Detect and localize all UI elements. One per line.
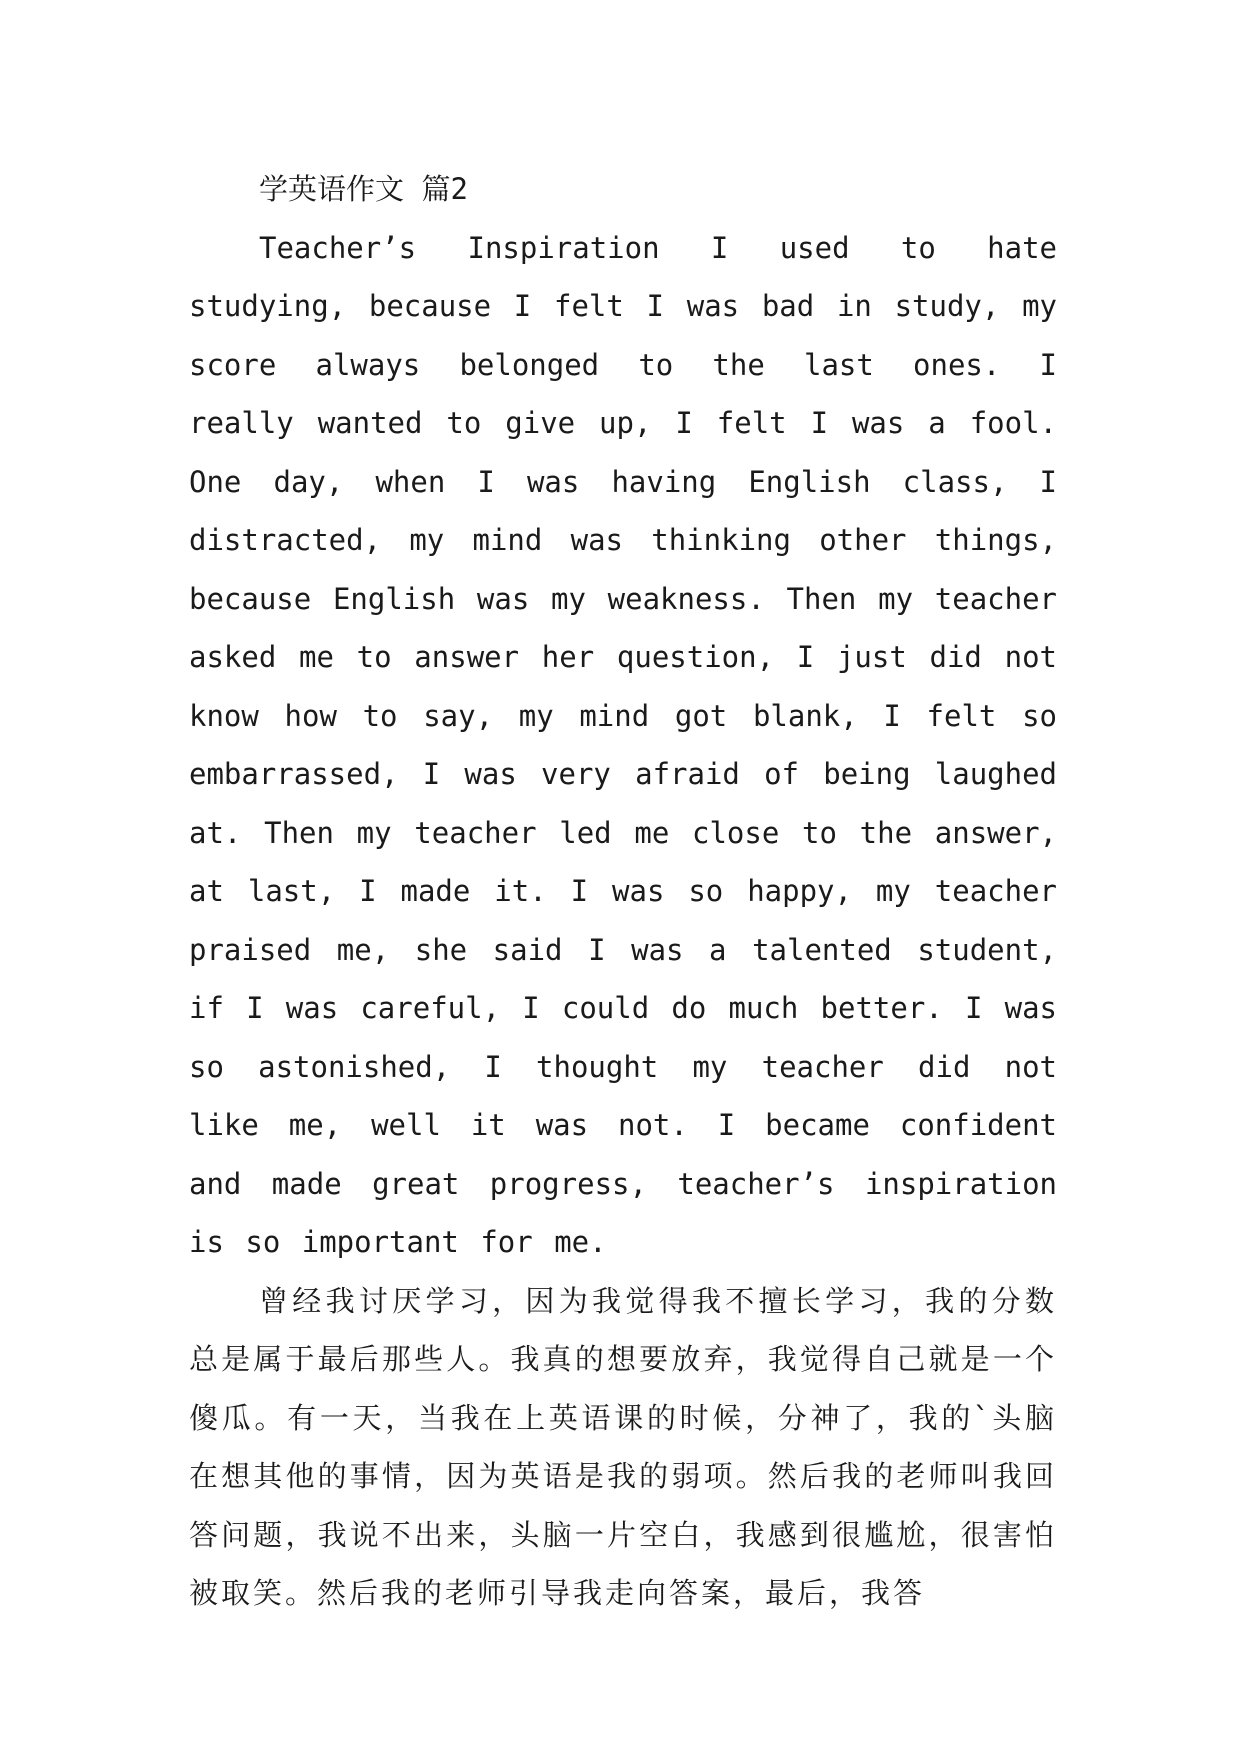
essay-heading: 学英语作文 篇2 [259,172,468,206]
document-body [189,160,1057,1623]
english-paragraph: Teacher’s Inspiration I used to hate studying, because I felt I was bad in study, my score always belonged to the last ones. I really wanted to give up, I felt I was a fool. One day, when I was having English class, I distracted, my mind was thinking other things, because English was my weakness. Then my teacher asked me to answer her question, I just did not know how to say, my mind got blank, I felt so embarrassed, I was very afraid of being laughed at. Then my teacher led me close to the answer, at last, I made it. I was so happy, my teacher praised me, she said I was a talented student, if I was careful, I could do much better. I was so astonished, I thought my teacher did not like me, well it was not. I became confident and made great progress, teacher’s inspiration is so important for me. [189,230,1057,1259]
chinese-paragraph: 曾经我讨厌学习，因为我觉得我不擅长学习，我的分数总是属于最后那些人。我真的想要放弃，我觉得自己就是一个傻瓜。有一天，当我在上英语课的时候，分神了，我的`头脑在想其他的事情，因为英语是我的弱项。然后我的老师叫我回答问题，我说不出来，头脑一片空白，我感到很尴尬，很害怕被取笑。然后我的老师引导我走向答案，最后，我答 [189,1283,1057,1610]
